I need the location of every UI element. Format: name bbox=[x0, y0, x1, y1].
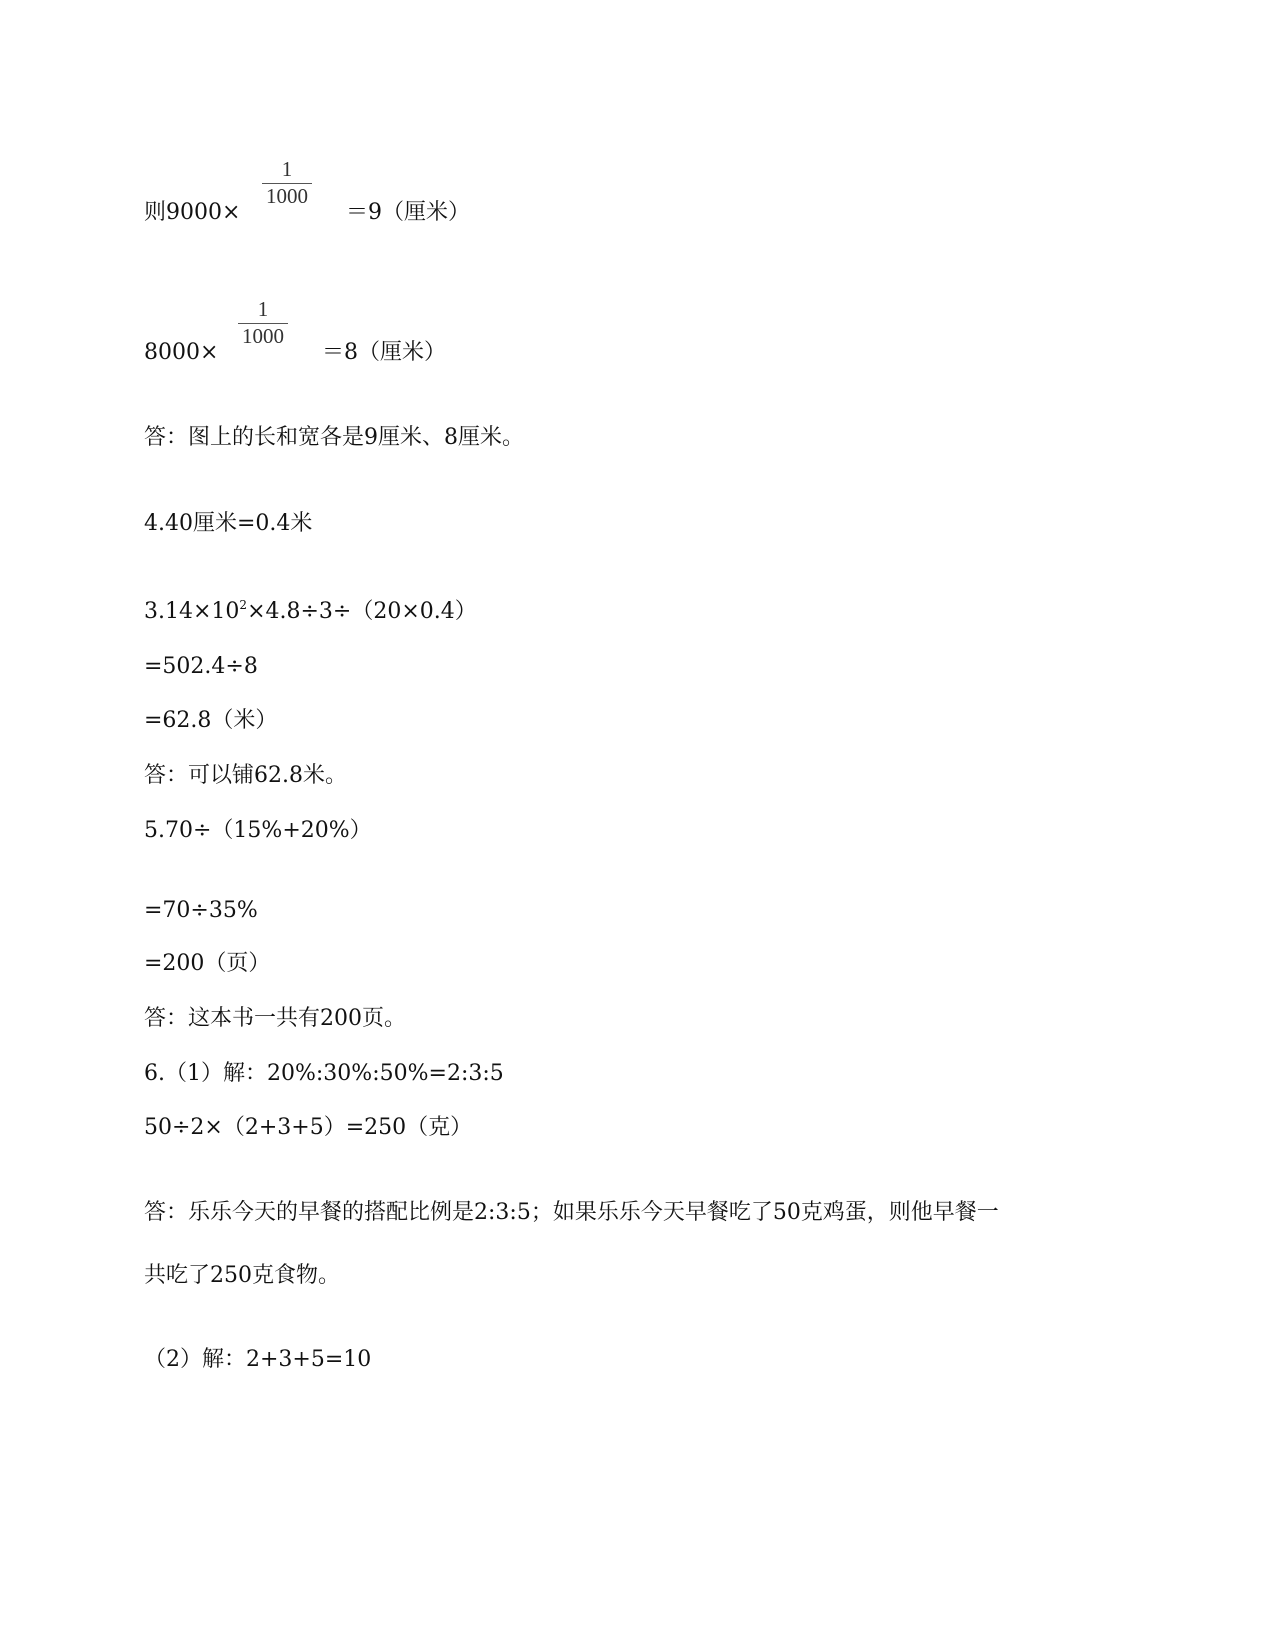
fraction-one-thousandth bbox=[238, 297, 288, 348]
fraction-numerator: 1 bbox=[281, 157, 293, 181]
q4-unit-conversion: 4.40厘米=0.4米 bbox=[144, 511, 313, 536]
q4-expression-part-a: 3.14×10 bbox=[144, 599, 240, 624]
answer-question-6-line1: 答：乐乐今天的早餐的搭配比例是2:3:5；如果乐乐今天早餐吃了50克鸡蛋，则他早餐一 bbox=[144, 1200, 999, 1225]
q5-step-2: =200（页） bbox=[144, 951, 271, 976]
q6-part1-calc: 50÷2×（2+3+5）=250（克） bbox=[144, 1115, 473, 1140]
fraction-numerator: 1 bbox=[257, 297, 269, 321]
q6-part2-calc: （2）解：2+3+5=10 bbox=[144, 1347, 372, 1372]
answer-question-3: 答：图上的长和宽各是9厘米、8厘米。 bbox=[144, 425, 524, 450]
q4-expression bbox=[144, 598, 477, 626]
q4-step-2: =62.8（米） bbox=[144, 708, 278, 733]
equation-map-length-prefix: 则9000× bbox=[144, 200, 241, 225]
q4-step-1: =502.4÷8 bbox=[144, 654, 258, 679]
q6-part1-ratio: 6.（1）解：20%:30%:50%=2:3:5 bbox=[144, 1061, 504, 1086]
equation-map-width-result: ＝8（厘米） bbox=[322, 340, 446, 365]
q4-exponent: 2 bbox=[239, 598, 248, 612]
q5-expression: 5.70÷（15%+20%） bbox=[144, 818, 372, 843]
fraction-denominator: 1000 bbox=[242, 324, 284, 348]
q4-expression-part-b: ×4.8÷3÷（20×0.4） bbox=[247, 599, 477, 624]
fraction-denominator: 1000 bbox=[266, 184, 308, 208]
answer-question-4: 答：可以铺62.8米。 bbox=[144, 763, 347, 788]
answer-question-5: 答：这本书一共有200页。 bbox=[144, 1006, 406, 1031]
equation-map-length-result: ＝9（厘米） bbox=[346, 200, 470, 225]
q5-step-1: =70÷35% bbox=[144, 898, 258, 923]
answer-question-6-line2: 共吃了250克食物。 bbox=[144, 1263, 340, 1288]
fraction-one-thousandth bbox=[262, 157, 312, 208]
equation-map-width-prefix: 8000× bbox=[144, 340, 219, 365]
